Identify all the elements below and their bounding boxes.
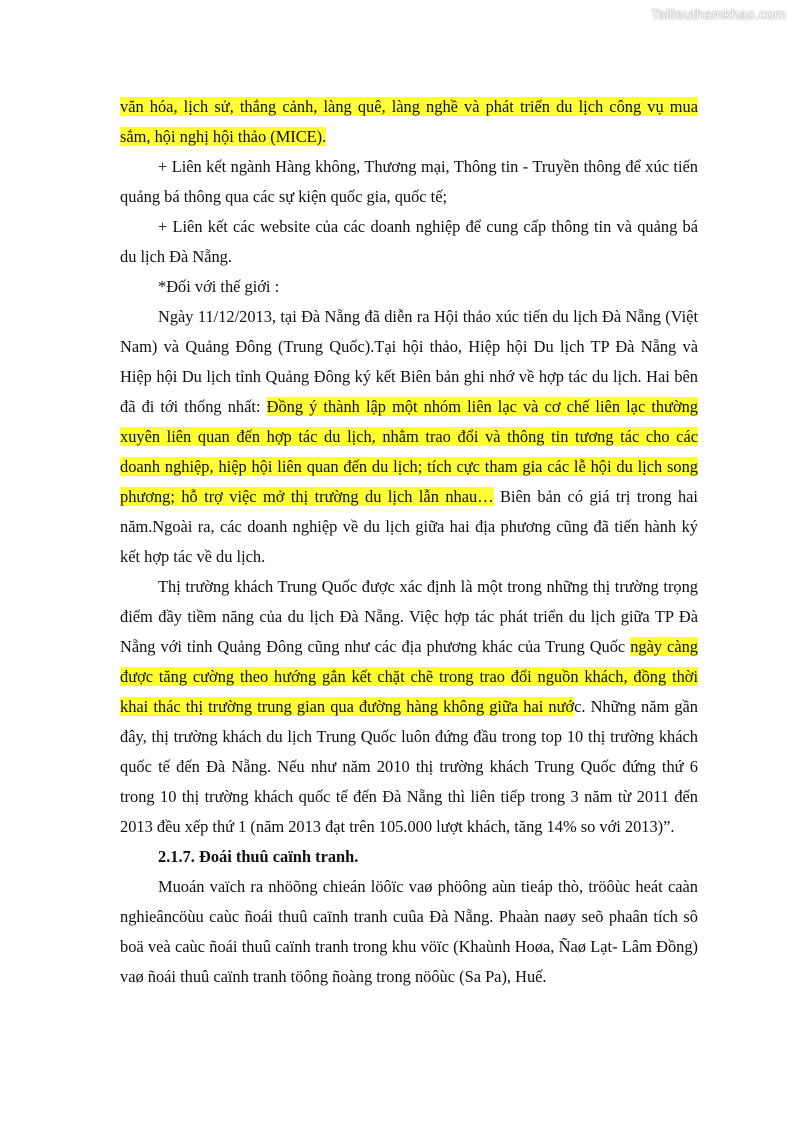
watermark-text: Tailieuthamkhao.com <box>650 6 786 22</box>
highlighted-text: ngày càng được tăng cường theo hướng gắn kết chặt chẽ trong trao đổi nguồn khách, đồng thời khai thác thị trường trung gian qua đường hàng không giữa hai nướ <box>120 637 699 716</box>
paragraph-text: c. Những năm gần đây, thị trường khách du lịch Trung Quốc luôn đứng đầu trong top 10 thị trường khách quốc tế đến Đà Nẵng. Nếu như năm 2010 thị trường khách Trung Quốc đứng thứ 6 trong 10 thị trường khách quốc tế đến Đà Nẵng thì liên tiếp trong 3 năm từ 2011 đến 2013 đều xếp thứ 1 (năm 2013 đạt trên 105.000 lượt khách, tăng 14% so với 2013)”. <box>120 697 698 836</box>
paragraph-text: Biên bản có giá trị trong hai năm.Ngoài ra, các doanh nghiệp về du lịch giữa hai địa phương cũng đã tiến hành ký kết hợp tác về du lịch. <box>120 487 698 566</box>
paragraph-mice <box>120 92 698 152</box>
paragraph-aviation-link: + Liên kết ngành Hàng không, Thương mại, Thông tin - Truyền thông để xúc tiến quảng bá thông qua các sự kiện quốc gia, quốc tế; <box>120 157 698 206</box>
paragraph-world-heading: *Đối với thế giới : <box>158 277 280 296</box>
paragraph-text: Ngày 11/12/2013, tại Đà Nẵng đã diễn ra Hội thảo xúc tiến du lịch Đà Nẵng (Việt Nam) và Quảng Đông (Trung Quốc).Tại hội thảo, Hiệp hội Du lịch TP Đà Nẵng và Hiệp hội Du lịch tỉnh Quảng Đông ký kết Biên bản ghi nhớ về hợp tác du lịch. Hai bên đã đi tới thống nhất: <box>120 307 698 416</box>
paragraph-workshop <box>120 302 698 572</box>
document-body <box>120 92 698 992</box>
paragraph-competitors: Muoán vaïch ra nhöõng chieán löôïc vaø phöông aùn tieáp thò, tröôùc heát caàn nghieâncöùu caùc ñoái thuû caïnh tranh cuûa Đà Nẵng. Phaàn naøy seõ phaân tích sô boä veà caùc ñoái thuû caïnh tranh trong khu vöïc (Khaùnh Hoøa, Ñaø Lạt- Lâm Đồng) vaø ñoái thuû caïnh tranh töông ñoàng trong nöôùc (Sa Pa), Huế. <box>120 877 698 986</box>
paragraph-text: Thị trường khách Trung Quốc được xác định là một trong những thị trường trọng điểm đầy tiềm năng của du lịch Đà Nẵng. Việc hợp tác phát triển du lịch giữa TP Đà Nẵng với tỉnh Quảng Đông cũng như các địa phương khác của Trung Quốc <box>120 577 698 656</box>
highlighted-text: văn hóa, lịch sử, thắng cảnh, làng quê, làng nghề và phát triển du lịch công vụ mua sắm, hội nghị hội thảo (MICE). <box>120 97 698 146</box>
paragraph-china-market <box>120 572 698 842</box>
paragraph-website-link: + Liên kết các website của các doanh nghiệp để cung cấp thông tin và quảng bá du lịch Đà Nẵng. <box>120 217 698 266</box>
highlighted-text: Đồng ý thành lập một nhóm liên lạc và cơ chế liên lạc thường xuyên liên quan đến hợp tác du lịch, nhằm trao đổi và thông tin tương tác cho các doanh nghiệp, hiệp hội liên quan đến du lịch; tích cực tham gia các lễ hội du lịch song phương; hỗ trợ việc mở thị trường du lịch lẫn nhau… <box>120 397 699 506</box>
section-heading: 2.1.7. Đoái thuû caïnh tranh. <box>158 847 359 866</box>
